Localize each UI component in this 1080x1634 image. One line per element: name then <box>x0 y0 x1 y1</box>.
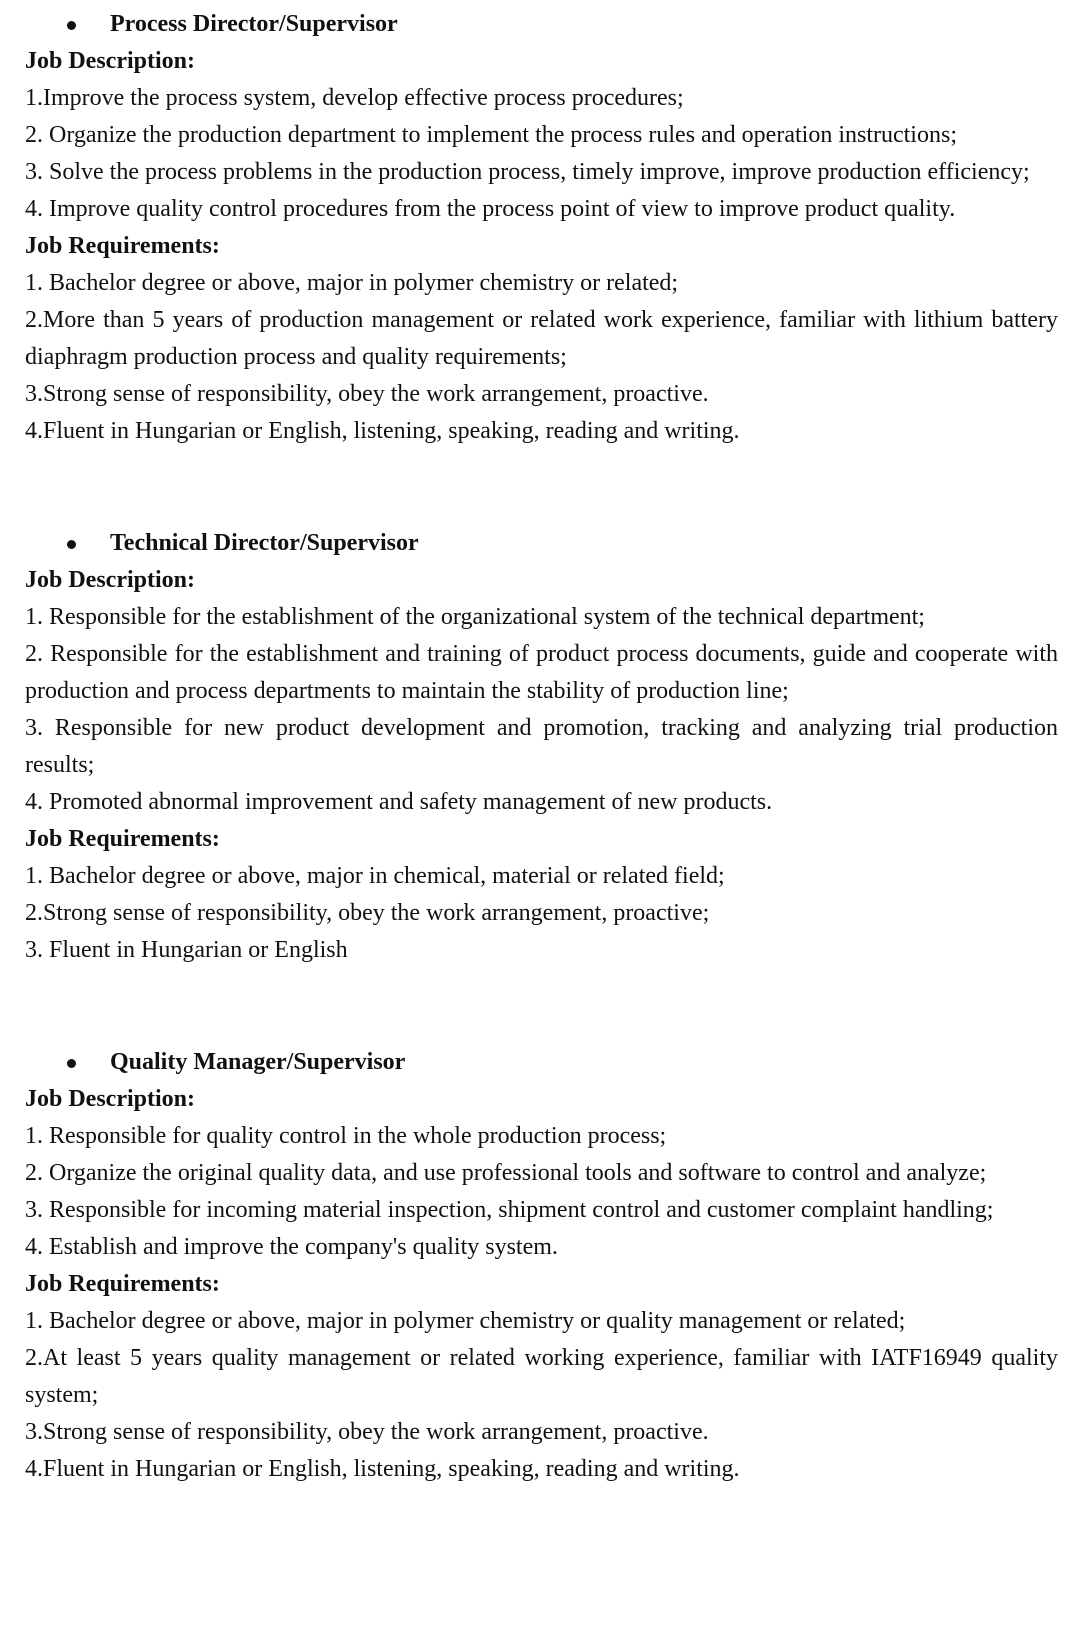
bullet-icon <box>67 21 76 30</box>
description-item: 3. Solve the process problems in the production process, timely improve, improve production efficiency; <box>25 159 1030 185</box>
job-title-row <box>25 6 1058 43</box>
requirement-item: 2.At least 5 years quality management or related working experience, familiar with IATF16949 quality system; <box>25 1345 1058 1408</box>
requirement-item: 1. Bachelor degree or above, major in polymer chemistry or related; <box>25 270 679 296</box>
job-requirements-heading: Job Requirements: <box>25 1271 220 1297</box>
job-section-process <box>25 6 1058 450</box>
description-item: 4. Establish and improve the company's quality system. <box>25 1234 558 1260</box>
description-item: 2. Organize the production department to implement the process rules and operation instructions; <box>25 122 957 148</box>
bullet-icon <box>67 1059 76 1068</box>
requirement-item: 2.Strong sense of responsibility, obey the work arrangement, proactive; <box>25 900 710 926</box>
job-title: Process Director/Supervisor <box>110 11 398 37</box>
description-item: 3. Responsible for incoming material inspection, shipment control and customer complaint handling; <box>25 1197 994 1223</box>
job-requirements-heading: Job Requirements: <box>25 826 220 852</box>
job-title: Quality Manager/Supervisor <box>110 1049 406 1075</box>
requirement-item: 3.Strong sense of responsibility, obey the work arrangement, proactive. <box>25 1419 709 1445</box>
requirement-item: 2.More than 5 years of production management or related work experience, familiar with lithium battery diaphragm production process and quality requirements; <box>25 307 1058 370</box>
job-description-heading: Job Description: <box>25 48 195 74</box>
description-item: 2. Organize the original quality data, and use professional tools and software to control and analyze; <box>25 1160 987 1186</box>
job-requirements-heading: Job Requirements: <box>25 233 220 259</box>
job-section-technical <box>25 525 1058 969</box>
description-item: 4. Promoted abnormal improvement and safety management of new products. <box>25 789 773 815</box>
job-title-row <box>25 1044 1058 1081</box>
description-item: 3. Responsible for new product development and promotion, tracking and analyzing trial production results; <box>25 715 1058 778</box>
requirement-item: 3.Strong sense of responsibility, obey the work arrangement, proactive. <box>25 381 709 407</box>
description-item: 1. Responsible for the establishment of the organizational system of the technical department; <box>25 604 925 630</box>
requirement-item: 1. Bachelor degree or above, major in polymer chemistry or quality management or related; <box>25 1308 906 1334</box>
bullet-icon <box>67 540 76 549</box>
description-item: 1.Improve the process system, develop effective process procedures; <box>25 85 684 111</box>
job-title-row <box>25 525 1058 562</box>
requirement-item: 4.Fluent in Hungarian or English, listening, speaking, reading and writing. <box>25 418 740 444</box>
requirement-item: 4.Fluent in Hungarian or English, listening, speaking, reading and writing. <box>25 1456 740 1482</box>
job-description-heading: Job Description: <box>25 567 195 593</box>
requirement-item: 3. Fluent in Hungarian or English <box>25 937 348 963</box>
job-description-heading: Job Description: <box>25 1086 195 1112</box>
description-item: 2. Responsible for the establishment and training of product process documents, guide and cooperate with production and process departments to maintain the stability of production line; <box>25 641 1058 704</box>
job-section-quality <box>25 1044 1058 1488</box>
description-item: 4. Improve quality control procedures from the process point of view to improve product quality. <box>25 196 956 222</box>
job-title: Technical Director/Supervisor <box>110 530 419 556</box>
description-item: 1. Responsible for quality control in the whole production process; <box>25 1123 667 1149</box>
requirement-item: 1. Bachelor degree or above, major in chemical, material or related field; <box>25 863 725 889</box>
